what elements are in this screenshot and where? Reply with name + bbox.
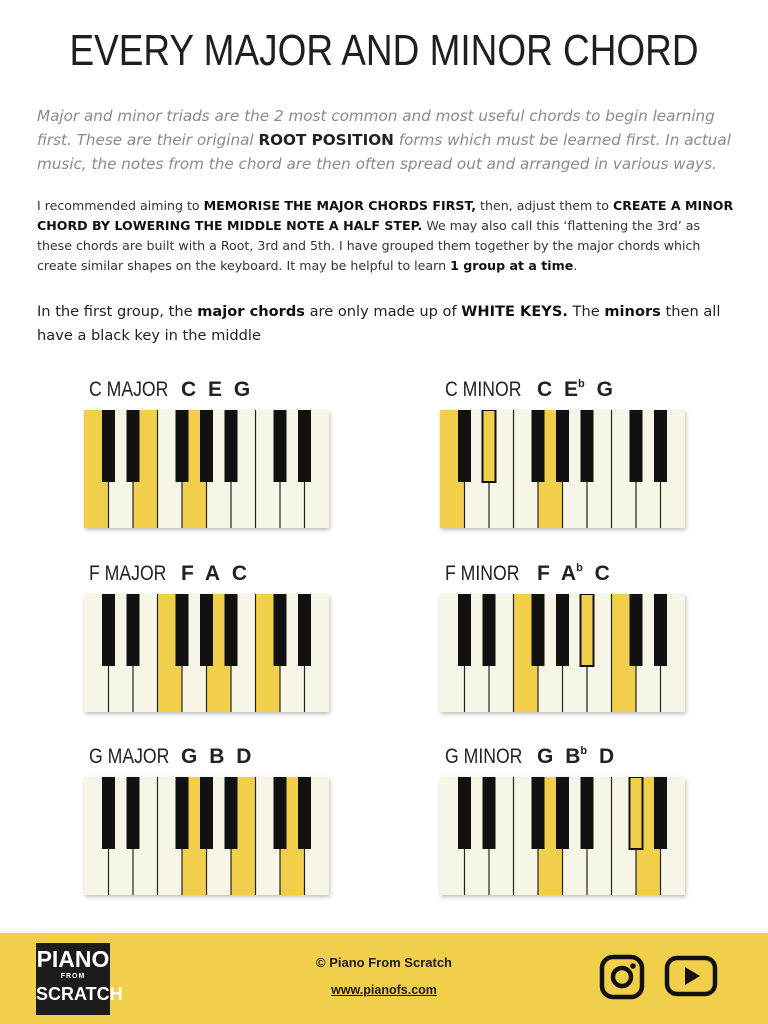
chord-label [89,378,250,406]
chord-notes [537,745,614,769]
group-text-4: then all have a black key in the middle [37,303,721,344]
chord-name: F MAJOR [89,562,167,585]
black-key [532,410,545,482]
chord-label [89,745,251,773]
piano-keyboard [440,410,685,528]
chord-diagram-g-minor [440,745,690,895]
chord-third-note: A [204,562,221,585]
chord-fifth-note: C [594,562,610,585]
black-key [630,594,643,666]
chord-diagram-c-minor [440,378,690,528]
keyboard-svg [84,594,329,712]
chord-fifth-note: D [598,745,615,768]
piano-keyboard [84,410,329,528]
logo-line-1: PIANO [36,946,110,972]
keyboard-svg [84,410,329,528]
black-key [654,777,667,849]
chord-notes [537,562,610,586]
logo-line-2: FROM [60,973,86,980]
black-key [654,410,667,482]
black-key-highlighted [483,410,496,482]
black-key [102,594,115,666]
black-key [127,777,140,849]
copyright-text: © Piano From Scratch [316,955,452,970]
group-emphasis-3: minors [604,303,661,320]
page-title: EVERY MAJOR AND MINOR CHORD [69,26,699,75]
chord-name: G MAJOR [89,745,170,768]
chord-third-note: B [565,745,581,768]
black-key [176,410,189,482]
black-key [298,594,311,666]
chord-diagram-f-major [84,562,334,712]
black-key [532,777,545,849]
black-key [556,777,569,849]
chord-name: F MINOR [445,562,520,585]
piano-from-scratch-logo[interactable] [36,943,123,1015]
keyboard-svg [440,594,685,712]
black-key [102,410,115,482]
black-key [225,594,238,666]
black-key-highlighted [581,594,594,666]
recommend-emphasis-3: 1 group at a time [450,258,574,273]
black-key [102,777,115,849]
black-key [274,410,287,482]
flat-accidental: b [576,562,583,574]
chord-third-note: E [208,378,223,401]
black-key [200,594,213,666]
black-key [630,410,643,482]
black-key [274,594,287,666]
black-key [581,777,594,849]
piano-keyboard [440,594,685,712]
chord-root-note: G [181,745,198,768]
black-key [458,594,471,666]
chord-root-note: F [537,562,550,585]
chord-label [445,562,610,590]
chord-root-note: F [181,562,194,585]
keyboard-svg [440,410,685,528]
intro-text: Major and minor triads are the 2 most common and most useful chords to begin learning first. These are their original [37,107,715,149]
instagram-icon[interactable] [598,953,646,1005]
chord-fifth-note: D [236,745,252,768]
piano-keyboard [440,777,685,895]
keyboard-svg [84,777,329,895]
black-key [298,410,311,482]
black-key-highlighted [630,777,643,849]
chord-third-note: B [209,745,225,768]
chord-root-note: C [181,378,197,401]
black-key [556,594,569,666]
chord-name: G MINOR [445,745,523,768]
black-key [458,777,471,849]
piano-keyboard [84,594,329,712]
chord-third-note: E [564,378,579,401]
black-key [127,594,140,666]
chord-fifth-note: G [233,378,251,401]
recommend-emphasis-1: MEMORISE THE MAJOR CHORDS FIRST, [203,198,477,213]
group-text-2: are only made up of [304,303,462,320]
chord-fifth-note: C [231,562,248,585]
recommend-text-4: . [573,258,578,273]
black-key [225,777,238,849]
chord-fifth-note: G [596,378,613,401]
chord-root-note: G [537,745,554,768]
flat-accidental: b [580,745,588,757]
youtube-icon[interactable] [664,955,718,1001]
piano-keyboard [84,777,329,895]
black-key [127,410,140,482]
intro-text-end: forms which must be learned first. In actual music, the notes from the chord are then often spread out and arranged in various ways. [37,131,731,173]
black-key [274,777,287,849]
black-key [483,594,496,666]
chord-third-note: A [560,562,577,585]
group-emphasis-1: major chords [197,303,305,320]
chord-root-note: C [537,378,553,401]
flat-accidental: b [578,378,585,390]
website-link[interactable]: www.pianofs.com [331,983,437,997]
logo-line-3: SCRATCH [36,984,123,1004]
group-paragraph [37,300,737,348]
recommend-text-1: I recommended aiming to [37,198,204,213]
black-key [225,410,238,482]
intro-paragraph [37,104,737,176]
black-key [556,410,569,482]
chord-name: C MINOR [445,378,522,401]
recommend-text-2: then, adjust them to [476,198,613,213]
black-key [458,410,471,482]
chord-notes [181,562,247,586]
chord-label [445,745,614,773]
black-key [176,777,189,849]
chord-notes [181,378,250,402]
black-key [483,777,496,849]
chord-diagram-g-major [84,745,334,895]
group-text-3: The [567,303,605,320]
chord-label [89,562,247,590]
recommend-emphasis-2: CREATE A MINOR CHORD BY LOWERING THE MIDDLE NOTE A HALF STEP. [37,198,734,233]
black-key [200,777,213,849]
recommend-text-3: We may also call this ‘flattening the 3rd’ as these chords are built with a Root, 3rd and 5th. I have grouped them together by the major chords which create similar shapes on the keyboard. It may be helpful to learn [37,218,701,273]
black-key [654,594,667,666]
chord-name: C MAJOR [89,378,169,401]
recommendation-paragraph [37,196,737,276]
chord-diagram-f-minor [440,562,690,712]
keyboard-svg [440,777,685,895]
group-text-1: In the first group, the [37,303,198,320]
black-key [200,410,213,482]
intro-emphasis: ROOT POSITION [258,131,394,149]
black-key [532,594,545,666]
chord-notes [181,745,251,769]
black-key [176,594,189,666]
black-key [298,777,311,849]
group-emphasis-2: WHITE KEYS. [461,303,568,320]
chord-diagram-c-major [84,378,334,528]
black-key [581,410,594,482]
chord-notes [537,378,613,402]
footer [0,933,768,1024]
chord-label [445,378,613,406]
